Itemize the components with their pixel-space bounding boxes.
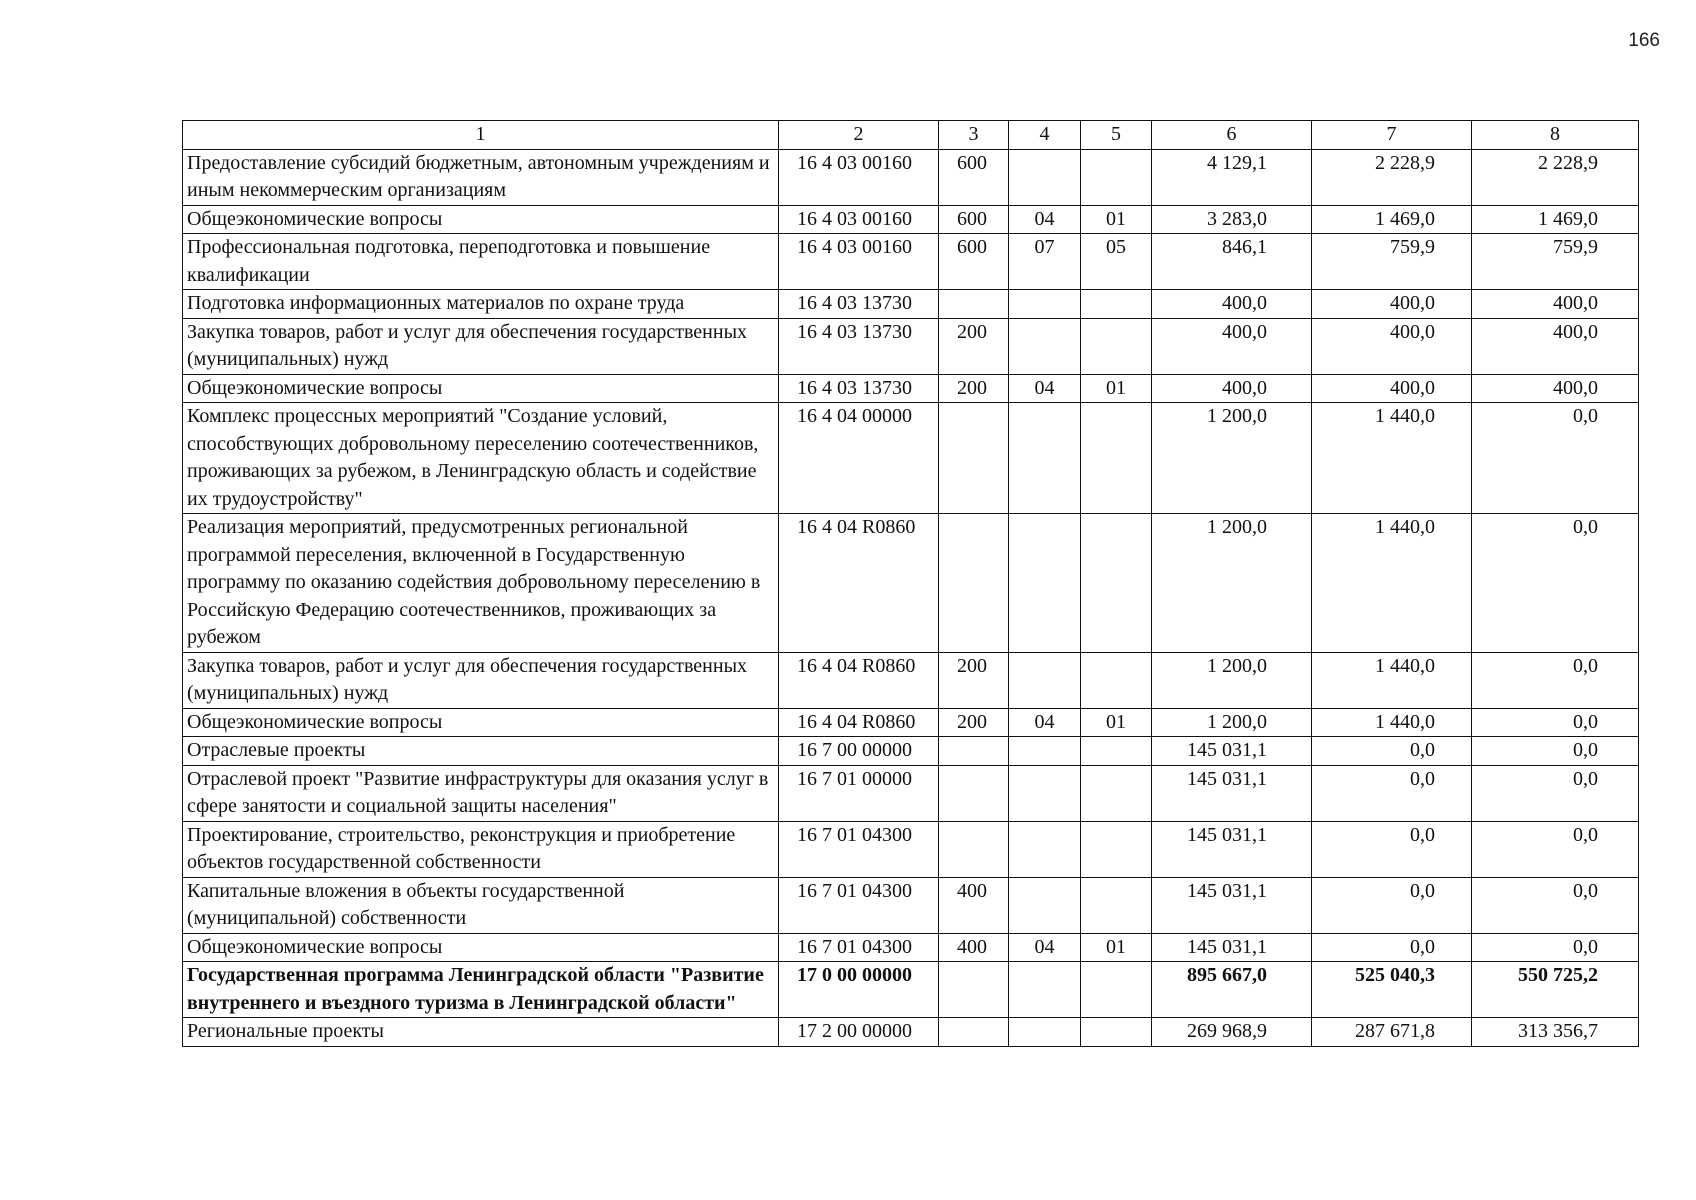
budget-table: [182, 120, 1639, 1047]
value8-cell: 0,0: [1472, 821, 1639, 877]
code-cell: 16 4 03 00160: [779, 205, 939, 234]
table-row: [183, 765, 1639, 821]
col3-cell: 600: [939, 234, 1009, 290]
value6-cell: 400,0: [1152, 290, 1312, 319]
item-name-cell: Общеэкономические вопросы: [183, 933, 779, 962]
col3-cell: [939, 1018, 1009, 1047]
value8-cell: 2 228,9: [1472, 149, 1639, 205]
col5-cell: 01: [1081, 933, 1152, 962]
code-cell: 16 4 04 R0860: [779, 708, 939, 737]
col3-cell: [939, 290, 1009, 319]
table-row: [183, 318, 1639, 374]
table-row: [183, 708, 1639, 737]
item-name-cell: Государственная программа Ленинградской области "Развитие внутреннего и въездного туризма в Ленинградской области": [183, 962, 779, 1018]
header-cell: 4: [1009, 121, 1081, 150]
col3-cell: [939, 962, 1009, 1018]
value8-cell: 0,0: [1472, 708, 1639, 737]
value6-cell: 269 968,9: [1152, 1018, 1312, 1047]
value7-cell: 525 040,3: [1312, 962, 1472, 1018]
col4-cell: [1009, 290, 1081, 319]
col5-cell: [1081, 318, 1152, 374]
col3-cell: 200: [939, 652, 1009, 708]
code-cell: 16 4 03 13730: [779, 290, 939, 319]
value8-cell: 0,0: [1472, 403, 1639, 514]
value7-cell: 0,0: [1312, 877, 1472, 933]
col4-cell: [1009, 149, 1081, 205]
table-row: [183, 290, 1639, 319]
col5-cell: [1081, 962, 1152, 1018]
col4-cell: 04: [1009, 374, 1081, 403]
item-name-cell: Отраслевой проект "Развитие инфраструктуры для оказания услуг в сфере занятости и социальной защиты населения": [183, 765, 779, 821]
col4-cell: [1009, 737, 1081, 766]
value8-cell: 550 725,2: [1472, 962, 1639, 1018]
col5-cell: [1081, 149, 1152, 205]
table-body: [183, 121, 1639, 1047]
value7-cell: 0,0: [1312, 821, 1472, 877]
header-cell: 1: [183, 121, 779, 150]
code-cell: 16 7 01 04300: [779, 933, 939, 962]
col5-cell: 01: [1081, 374, 1152, 403]
table-row: [183, 933, 1639, 962]
value7-cell: 0,0: [1312, 933, 1472, 962]
code-cell: 16 4 03 00160: [779, 234, 939, 290]
value7-cell: 1 440,0: [1312, 652, 1472, 708]
code-cell: 16 7 00 00000: [779, 737, 939, 766]
col4-cell: [1009, 821, 1081, 877]
value6-cell: 145 031,1: [1152, 737, 1312, 766]
col5-cell: [1081, 290, 1152, 319]
item-name-cell: Общеэкономические вопросы: [183, 205, 779, 234]
value8-cell: 0,0: [1472, 877, 1639, 933]
value8-cell: 759,9: [1472, 234, 1639, 290]
value6-cell: 145 031,1: [1152, 765, 1312, 821]
value7-cell: 400,0: [1312, 318, 1472, 374]
item-name-cell: Закупка товаров, работ и услуг для обеспечения государственных (муниципальных) нужд: [183, 652, 779, 708]
item-name-cell: Общеэкономические вопросы: [183, 374, 779, 403]
table-row: [183, 821, 1639, 877]
col4-cell: [1009, 652, 1081, 708]
col4-cell: [1009, 1018, 1081, 1047]
value7-cell: 1 440,0: [1312, 403, 1472, 514]
col4-cell: [1009, 514, 1081, 653]
col4-cell: [1009, 877, 1081, 933]
value7-cell: 287 671,8: [1312, 1018, 1472, 1047]
header-cell: 5: [1081, 121, 1152, 150]
col4-cell: [1009, 962, 1081, 1018]
col5-cell: [1081, 821, 1152, 877]
item-name-cell: Реализация мероприятий, предусмотренных региональной программой переселения, включенной в Государственную программу по оказанию содействия добровольному переселению в Российскую Федерацию соотечественников, проживающих за рубежом: [183, 514, 779, 653]
col3-cell: [939, 765, 1009, 821]
col4-cell: [1009, 318, 1081, 374]
item-name-cell: Подготовка информационных материалов по охране труда: [183, 290, 779, 319]
col5-cell: [1081, 1018, 1152, 1047]
table-row: [183, 1018, 1639, 1047]
value8-cell: 0,0: [1472, 514, 1639, 653]
value6-cell: 1 200,0: [1152, 403, 1312, 514]
col3-cell: 400: [939, 877, 1009, 933]
col3-cell: [939, 821, 1009, 877]
value8-cell: 313 356,7: [1472, 1018, 1639, 1047]
table-row: [183, 877, 1639, 933]
col4-cell: 04: [1009, 205, 1081, 234]
value6-cell: 895 667,0: [1152, 962, 1312, 1018]
col3-cell: 600: [939, 149, 1009, 205]
value7-cell: 1 469,0: [1312, 205, 1472, 234]
header-row: [183, 121, 1639, 150]
table-row: [183, 652, 1639, 708]
value6-cell: 400,0: [1152, 318, 1312, 374]
item-name-cell: Профессиональная подготовка, переподготовка и повышение квалификации: [183, 234, 779, 290]
value6-cell: 145 031,1: [1152, 933, 1312, 962]
value6-cell: 1 200,0: [1152, 514, 1312, 653]
value6-cell: 3 283,0: [1152, 205, 1312, 234]
code-cell: 16 4 03 13730: [779, 374, 939, 403]
col3-cell: [939, 514, 1009, 653]
col4-cell: [1009, 403, 1081, 514]
value6-cell: 846,1: [1152, 234, 1312, 290]
value6-cell: 145 031,1: [1152, 821, 1312, 877]
value7-cell: 0,0: [1312, 765, 1472, 821]
table-row: [183, 737, 1639, 766]
col3-cell: 600: [939, 205, 1009, 234]
table-row: [183, 374, 1639, 403]
code-cell: 16 7 01 04300: [779, 821, 939, 877]
code-cell: 16 4 04 00000: [779, 403, 939, 514]
col3-cell: 200: [939, 374, 1009, 403]
value8-cell: 1 469,0: [1472, 205, 1639, 234]
item-name-cell: Общеэкономические вопросы: [183, 708, 779, 737]
header-cell: 8: [1472, 121, 1639, 150]
value7-cell: 1 440,0: [1312, 514, 1472, 653]
value8-cell: 400,0: [1472, 318, 1639, 374]
code-cell: 16 4 04 R0860: [779, 652, 939, 708]
table-row: [183, 149, 1639, 205]
code-cell: 17 0 00 00000: [779, 962, 939, 1018]
item-name-cell: Отраслевые проекты: [183, 737, 779, 766]
item-name-cell: Комплекс процессных мероприятий "Создание условий, способствующих добровольному переселению соотечественников, проживающих за рубежом, в Ленинградскую область и содействие их трудоустройству": [183, 403, 779, 514]
col5-cell: [1081, 403, 1152, 514]
value6-cell: 1 200,0: [1152, 708, 1312, 737]
table-row: [183, 234, 1639, 290]
col3-cell: [939, 737, 1009, 766]
col3-cell: 200: [939, 318, 1009, 374]
value8-cell: 400,0: [1472, 290, 1639, 319]
col5-cell: [1081, 765, 1152, 821]
header-cell: 6: [1152, 121, 1312, 150]
col5-cell: [1081, 652, 1152, 708]
col3-cell: 200: [939, 708, 1009, 737]
value7-cell: 2 228,9: [1312, 149, 1472, 205]
value8-cell: 400,0: [1472, 374, 1639, 403]
value8-cell: 0,0: [1472, 737, 1639, 766]
value7-cell: 400,0: [1312, 290, 1472, 319]
table-row: [183, 205, 1639, 234]
col3-cell: 400: [939, 933, 1009, 962]
code-cell: 16 4 03 00160: [779, 149, 939, 205]
value6-cell: 400,0: [1152, 374, 1312, 403]
item-name-cell: Проектирование, строительство, реконструкция и приобретение объектов государственной собственности: [183, 821, 779, 877]
code-cell: 17 2 00 00000: [779, 1018, 939, 1047]
table-row: [183, 514, 1639, 653]
value7-cell: 400,0: [1312, 374, 1472, 403]
col4-cell: 04: [1009, 708, 1081, 737]
code-cell: 16 7 01 00000: [779, 765, 939, 821]
item-name-cell: Капитальные вложения в объекты государственной (муниципальной) собственности: [183, 877, 779, 933]
value6-cell: 4 129,1: [1152, 149, 1312, 205]
table-row: [183, 403, 1639, 514]
value8-cell: 0,0: [1472, 933, 1639, 962]
item-name-cell: Закупка товаров, работ и услуг для обеспечения государственных (муниципальных) нужд: [183, 318, 779, 374]
header-cell: 2: [779, 121, 939, 150]
header-cell: 7: [1312, 121, 1472, 150]
item-name-cell: Предоставление субсидий бюджетным, автономным учреждениям и иным некоммерческим организациям: [183, 149, 779, 205]
item-name-cell: Региональные проекты: [183, 1018, 779, 1047]
col4-cell: 07: [1009, 234, 1081, 290]
col5-cell: 01: [1081, 205, 1152, 234]
value8-cell: 0,0: [1472, 765, 1639, 821]
page-number: 166: [1628, 30, 1660, 51]
header-cell: 3: [939, 121, 1009, 150]
code-cell: 16 7 01 04300: [779, 877, 939, 933]
value8-cell: 0,0: [1472, 652, 1639, 708]
code-cell: 16 4 03 13730: [779, 318, 939, 374]
value6-cell: 145 031,1: [1152, 877, 1312, 933]
col5-cell: 05: [1081, 234, 1152, 290]
value7-cell: 759,9: [1312, 234, 1472, 290]
value7-cell: 0,0: [1312, 737, 1472, 766]
col5-cell: [1081, 877, 1152, 933]
col4-cell: 04: [1009, 933, 1081, 962]
value7-cell: 1 440,0: [1312, 708, 1472, 737]
value6-cell: 1 200,0: [1152, 652, 1312, 708]
col5-cell: 01: [1081, 708, 1152, 737]
col4-cell: [1009, 765, 1081, 821]
col3-cell: [939, 403, 1009, 514]
code-cell: 16 4 04 R0860: [779, 514, 939, 653]
col5-cell: [1081, 514, 1152, 653]
col5-cell: [1081, 737, 1152, 766]
table-row: [183, 962, 1639, 1018]
